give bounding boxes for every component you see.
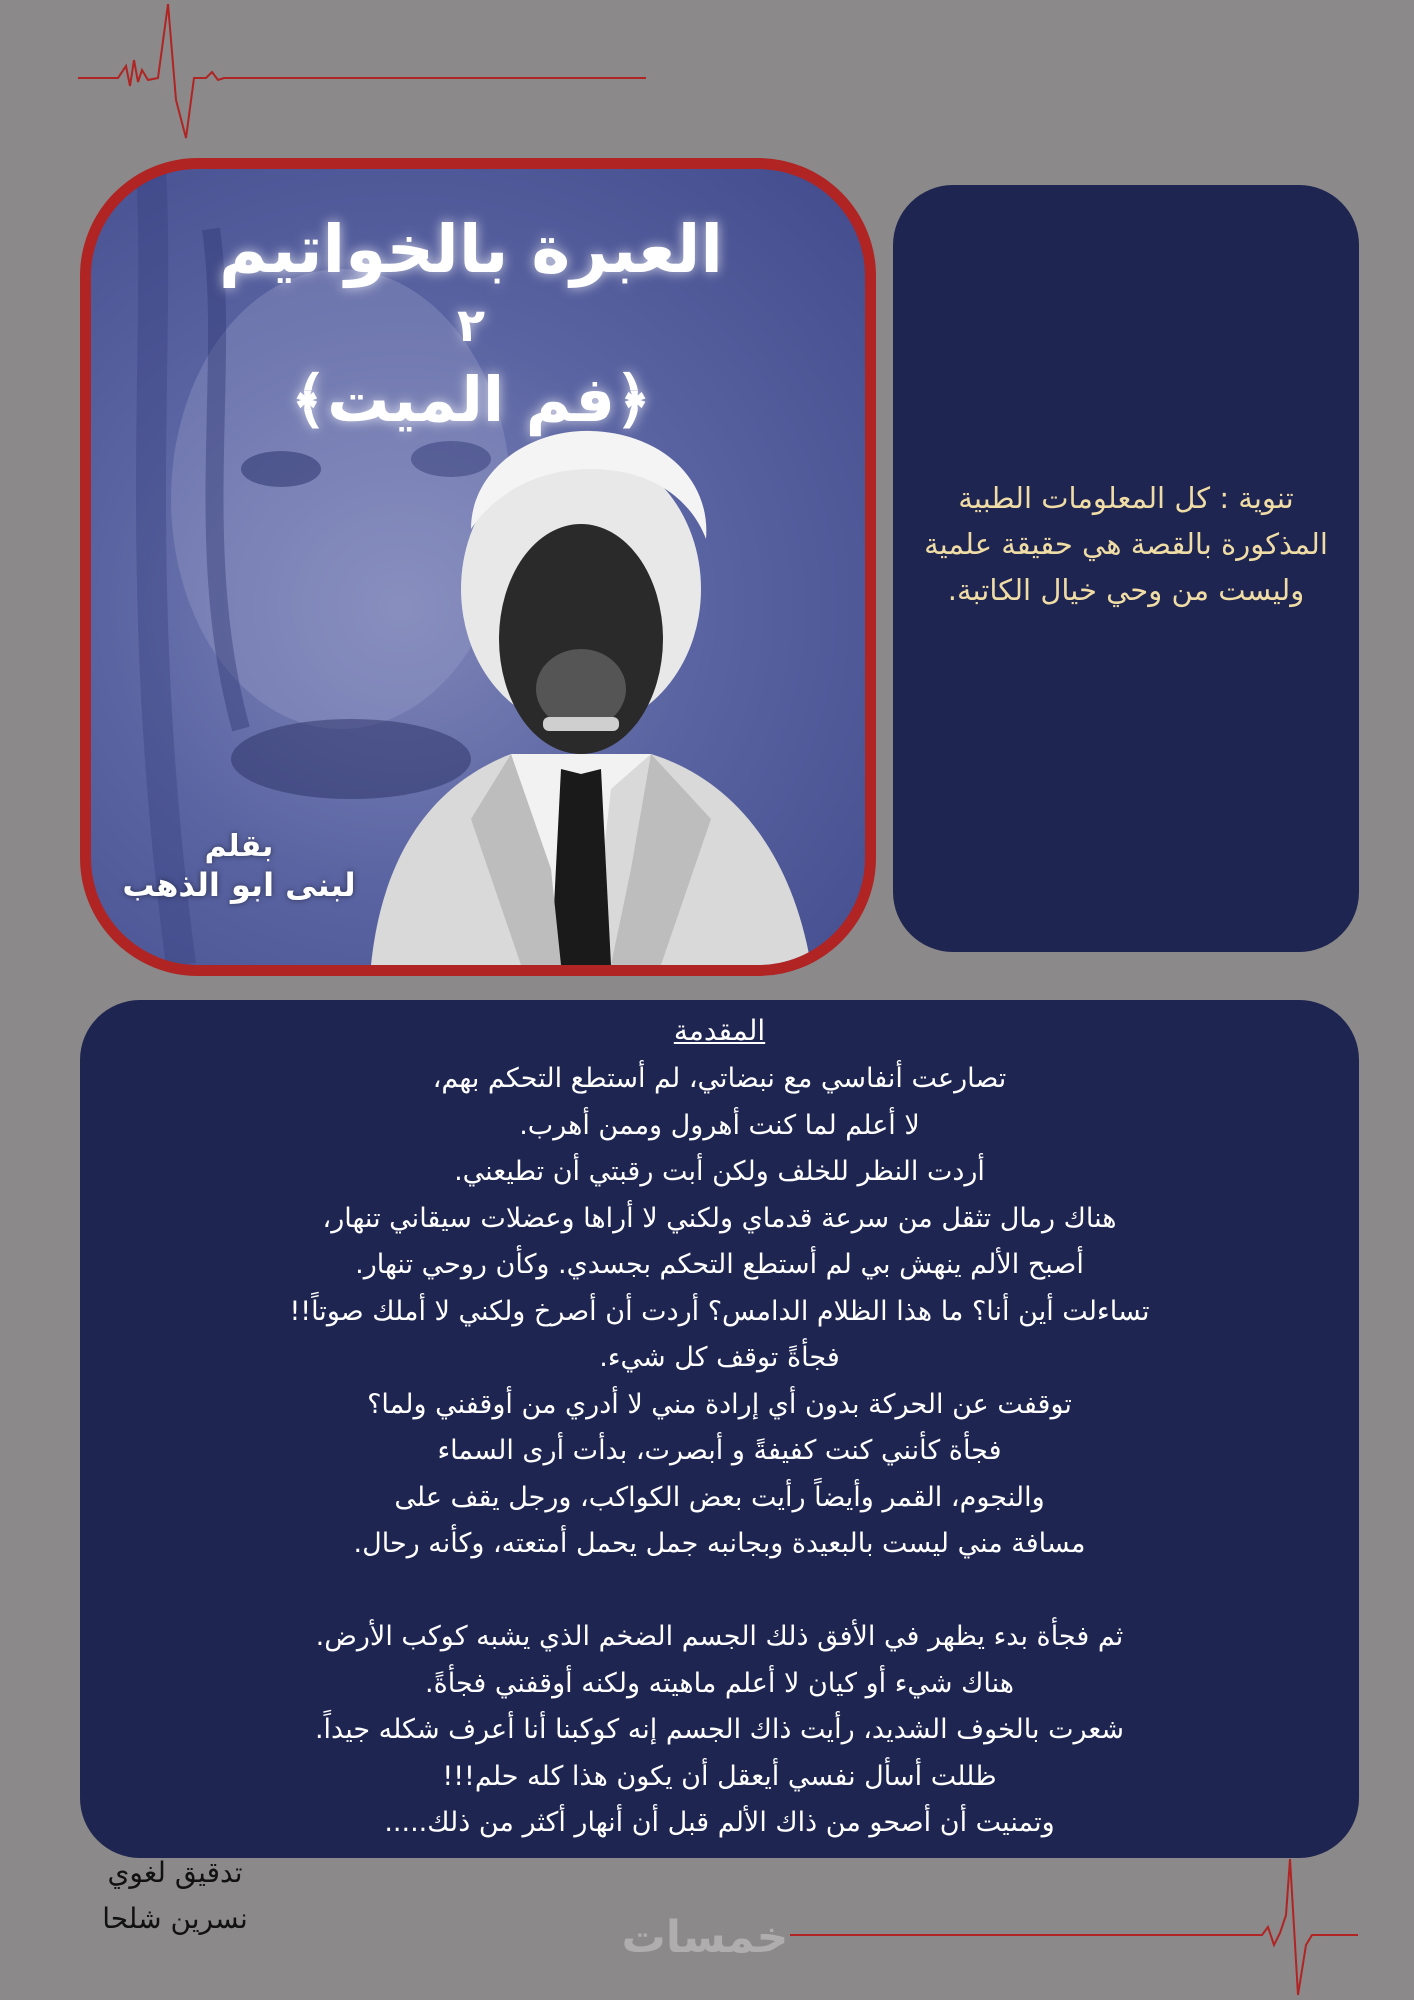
cover-title-line-1: العبرة بالخواتيم (219, 211, 723, 288)
introduction-heading: المقدمة (673, 1014, 766, 1047)
intro-line: لا أعلم لما كنت أهرول وممن أهرب. (519, 1109, 920, 1141)
note-panel (893, 185, 1359, 952)
intro-line: أردت النظر للخلف ولكن أبت رقبتي أن تطيعني. (454, 1156, 985, 1187)
intro-line: ظللت أسأل نفسي أيعقل أن يكون هذا كله حلم!!! (442, 1760, 997, 1792)
author-name: لبنى ابو الذهب (122, 866, 356, 904)
intro-line: هناك شيء أو كيان لا أعلم ماهيته ولكنه أوقفني فجأةً. (425, 1667, 1014, 1699)
intro-line: تصارعت أنفاسي مع نبضاتي، لم أستطع التحكم بهم، (432, 1063, 1007, 1094)
cover-title-line-2: ٢ (456, 298, 486, 352)
intro-line: وتمنيت أن أصحو من ذاك الألم قبل أن أنهار أكثر من ذلك..... (384, 1807, 1055, 1838)
intro-line: أصبح الألم ينهش بي لم أستطع التحكم بجسدي. وكأن روحي تنهار. (355, 1249, 1084, 1280)
ecg-line-bottom-icon (790, 1855, 1360, 2000)
intro-line: فجأةً توقف كل شيء. (599, 1342, 840, 1373)
intro-line: فجأة كأنني كنت كفيفةً و أبصرت، بدأت أرى السماء (437, 1435, 1002, 1466)
intro-line: مسافة مني ليست بالبعيدة وبجانبه جمل يحمل أمتعته، وكأنه رحال. (353, 1528, 1086, 1559)
cover-author-block (119, 829, 359, 905)
proofreading-credit (60, 1850, 290, 1942)
intro-line (120, 1568, 1319, 1615)
cover-subtitle: ﴿فم الميت﴾ (290, 363, 652, 436)
introduction-body (120, 1056, 1319, 1847)
intro-line: ثم فجأة بدء يظهر في الأفق ذلك الجسم الضخم الذي يشبه كوكب الأرض. (315, 1621, 1124, 1652)
book-cover (80, 158, 876, 976)
by-label: بقلم (204, 829, 274, 864)
watermark-logo: خمسات (621, 1912, 789, 1963)
intro-line: هناك رمال تثقل من سرعة قدماي ولكني لا أراها وعضلات سيقاني تنهار، (322, 1202, 1117, 1234)
ecg-line-top-icon (78, 0, 648, 140)
intro-line: والنجوم، القمر وأيضاً رأيت بعض الكواكب، ورجل يقف على (394, 1481, 1045, 1513)
intro-line: تساءلت أين أنا؟ ما هذا الظلام الدامس؟ أردت أن أصرخ ولكني لا أملك صوتاً!! (289, 1295, 1150, 1327)
intro-line: شعرت بالخوف الشديد، رأيت ذاك الجسم إنه كوكبنا أنا أعرف شكله جيداً. (314, 1714, 1125, 1745)
proofreader-name: نسرين شلحا (102, 1902, 248, 1935)
introduction-panel (80, 1000, 1359, 1858)
cover-title (201, 205, 741, 445)
proofreading-label: تدقيق لغوي (107, 1856, 243, 1889)
intro-line: توقفت عن الحركة بدون أي إرادة مني لا أدري من أوقفني ولما؟ (367, 1388, 1072, 1420)
medical-note: تنوية : كل المعلومات الطبية المذكورة بالقصة هي حقيقة علمية وليست من وحي خيال الكاتبة. (924, 481, 1328, 607)
